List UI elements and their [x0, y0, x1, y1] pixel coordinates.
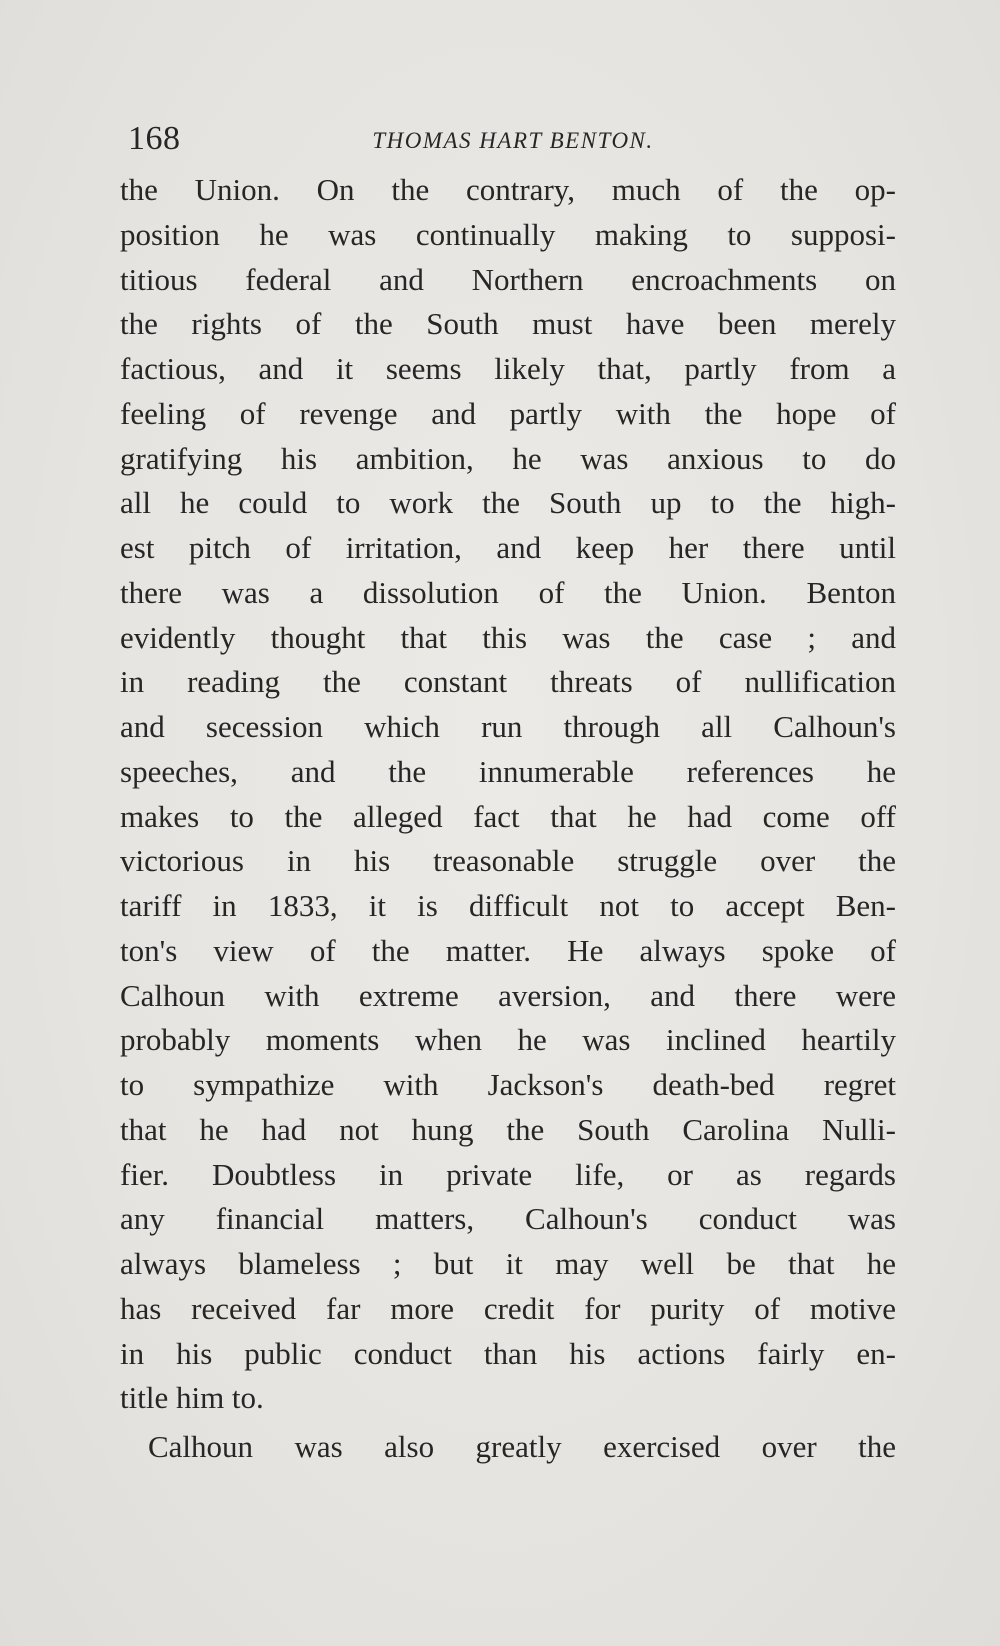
text-line: factious, and it seems likely that, partly from a — [120, 351, 896, 386]
page-number: 168 — [128, 120, 181, 157]
text-line: all he could to work the South up to the high- — [120, 485, 896, 521]
text-line: tariff in 1833, it is difficult not to accept Ben- — [120, 888, 896, 923]
text-line: Calhoun with extreme aversion, and there were — [120, 977, 896, 1013]
running-head: THOMAS HART BENTON. — [372, 128, 654, 153]
page-header — [128, 114, 898, 164]
text-line: in reading the constant threats of nullification — [120, 664, 896, 700]
text-line-last: title him to. — [120, 1380, 264, 1416]
paragraph-2 — [120, 1425, 896, 1470]
text-line: fier. Doubtless in private life, or as regards — [120, 1156, 896, 1192]
text-line: the rights of the South must have been merely — [120, 306, 896, 342]
text-line: in his public conduct than his actions fairly en- — [120, 1335, 896, 1371]
text-line: evidently thought that this was the case ; and — [120, 619, 896, 655]
text-line: any financial matters, Calhoun's conduct was — [120, 1201, 896, 1237]
text-line: has received far more credit for purity of motive — [120, 1290, 896, 1326]
text-line: there was a dissolution of the Union. Benton — [120, 574, 896, 610]
text-line: feeling of revenge and partly with the hope of — [120, 395, 896, 431]
paragraph-1 — [120, 168, 896, 1421]
page-body — [120, 168, 896, 1470]
text-line: that he had not hung the South Carolina Nulli- — [120, 1111, 896, 1147]
text-line: titious federal and Northern encroachments on — [120, 261, 896, 297]
text-line: speeches, and the innumerable references he — [120, 753, 896, 789]
text-line: victorious in his treasonable struggle over the — [120, 843, 896, 879]
text-line: makes to the alleged fact that he had come off — [120, 798, 896, 834]
text-line: always blameless ; but it may well be that he — [120, 1246, 896, 1281]
text-line: and secession which run through all Calhoun's — [120, 709, 896, 744]
text-line: the Union. On the contrary, much of the op- — [120, 172, 896, 207]
text-line: position he was continually making to supposi- — [120, 216, 896, 252]
text-line: est pitch of irritation, and keep her there until — [120, 530, 896, 565]
text-line: gratifying his ambition, he was anxious to do — [120, 440, 896, 476]
text-line: to sympathize with Jackson's death-bed regret — [120, 1067, 896, 1102]
text-line-indented: Calhoun was also greatly exercised over the — [148, 1429, 896, 1464]
text-line: probably moments when he was inclined heartily — [120, 1022, 896, 1058]
text-line: ton's view of the matter. He always spoke of — [120, 932, 896, 968]
